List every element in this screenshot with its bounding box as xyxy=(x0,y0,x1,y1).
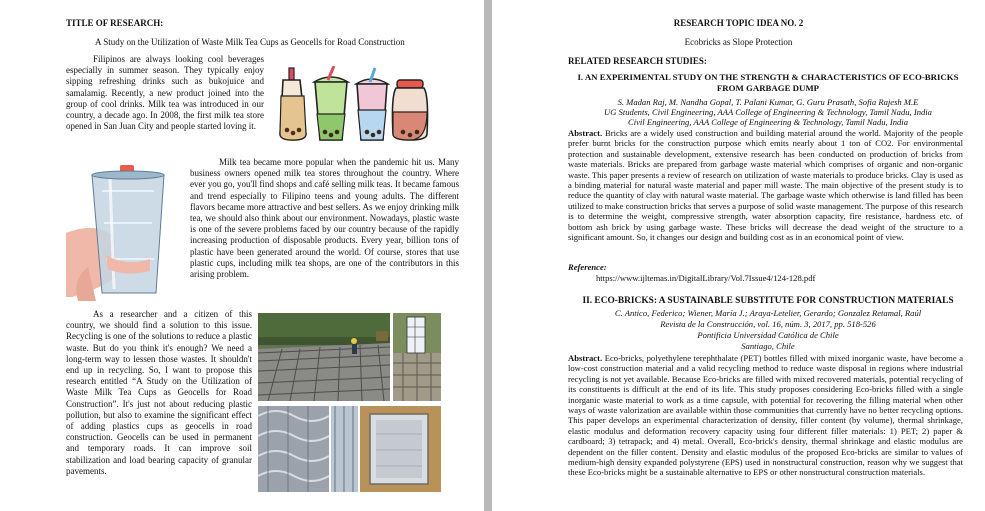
research-title: A Study on the Utilization of Waste Milk Tea Cups as Geocells for Road Construction xyxy=(95,37,405,47)
left-document-page xyxy=(0,0,484,511)
related-studies-heading: RELATED RESEARCH STUDIES: xyxy=(568,56,707,66)
study-2-abstract-label: Abstract. xyxy=(568,353,603,363)
pandemic-paragraph: Milk tea became more popular when the pandemic hit us. Many business owners opened milk tea stores throughout the country. Where ever you go, you'll find shops and café selling milk teas. It became famous and trend especially to Filipino teens and young adults. The different flavors became more attractive and best sellers. As we enjoy drinking milk tea, we should also think about our environment. Nowadays, plastic waste is one of the severe problems faced by our country because of the rapidly increasing production of disposable products. Every year, billion tons of plastic have been generated around the world. Of course, stores that use plastic cups, including milk tea shops, are one of the contributors in this arising problem. xyxy=(190,157,459,280)
study-1-abstract-label: Abstract. xyxy=(568,128,603,138)
right-document-page xyxy=(492,0,985,511)
study-2-abstract-text: Eco-bricks, polyethylene terephthalate (PET) bottles filled with mixed inorganic waste, have become a low-cost construction material and a valid recycling method to reduce waste disposal in regions where industrial recycling is not yet available. Because Eco-bricks are filled with mixed recovered materials, potential recycling of its constituents is difficult at the end of its life. This study proposes considering Eco-bricks filled with a single inorganic waste material to work as a time capsule, with potential for recovering the filling material when other ways of waste valorization are available within those communities that currently have no better recycling options. This paper develops an experimental characterization of density, filler content (by volume), thermal shrinkage, elastic modulus and deformation recovery capacity using four different filler materials: 1) PET; 2) paper & cardboard; 3) tetrapack; and 4) metal. Overall, Eco-brick's density, thermal shrinkage and elastic modulus are dependent on the filler content. Density and elastic modulus of the proposed Eco-bricks are similar to values of medium-high density expanded polystyrene (EPS) used in nonstructural construction, reason why we suggest that these Eco-bricks might be a sustainable alternative to EPS or other nonstructural construction materials. xyxy=(568,353,964,478)
research-title-heading: TITLE OF RESEARCH: xyxy=(66,18,164,28)
topic-heading: RESEARCH TOPIC IDEA NO. 2 xyxy=(673,18,804,28)
geocell-panel-photo xyxy=(360,406,441,492)
proposal-paragraph: As a researcher and a citizen of this country, we should find a solution to this issue. Recycling is one of the solutions to reduce a plastic waste. But do you think it's enough? We need a long-term way to lessen those wastes. It shouldn't end up in recycling. So, I want to propose this research entitled “A Study on the Utilization of Waste Milk Tea Cups as Geocells for Road Construction”. It's just not about reducing plastic pollution, but also to examine the significant effect of adding plastics cups as geocells in road construction. Geocells can be used in permanent and temporary roads. It can improve soil stabilization and load bearing capacity of granular pavements. xyxy=(66,309,252,476)
geocell-road-photo xyxy=(258,313,390,401)
study-1-title: I. AN EXPERIMENTAL STUDY ON THE STRENGTH & CHARACTERISTICS OF ECO-BRICKS FROM GARBAGE DUMP xyxy=(577,72,959,93)
geocell-install-photo xyxy=(393,313,441,401)
study-1-abstract xyxy=(568,128,963,242)
study-2-authors: C. Antico, Federico; Wiener, María J.; Araya-Letelier, Gerardo; Gonzalez Retamal, Raúl xyxy=(614,308,922,318)
study-2-university: Pontificia Universidad Católica de Chile xyxy=(697,330,839,340)
plastic-cup-photo xyxy=(66,163,176,301)
geocell-sheet-photo xyxy=(331,406,358,492)
study-1-authors: S. Madan Raj, M. Nandha Gopal, T. Palani Kumar, G. Guru Prasath, Sofia Rajesh M.E xyxy=(617,97,919,107)
study-1-reference-label: Reference: xyxy=(568,262,607,272)
milk-tea-illustration xyxy=(273,66,435,142)
page-divider xyxy=(484,0,492,511)
study-2-abstract xyxy=(568,353,963,478)
study-2-title: II. ECO-BRICKS: A SUSTAINABLE SUBSTITUTE FOR CONSTRUCTION MATERIALS xyxy=(582,296,954,306)
study-1-abstract-text: Bricks are a widely used construction and building material around the world. Majority of the people prefer burnt bricks for the construction purpose which emits nearly about 1 ton of CO2. For environmental protection and sustainable development, extensive research has been conducted on production of bricks from waste materials. Bricks are prepared from garbage waste material which comprises of organic and non-organic waste. This paper presents a review of research on utilization of waste materials to produce bricks. Clay is used as a binding material for natural waste material and paper mill waste. The main objective of the present study is to reduce the quantity of clay with natural waste material. The garbage waste which otherwise is land filled has been utilized to make construction bricks that serves a purpose of solid waste management. The purpose of this research is to determine the weight, compressive strength, water absorption capacity, fire resistance, hardness etc. of bottom ash brick by using garbage waste. These bricks will decrease the dead weight of the structure to a significant amount. So, it changes our design and building cost as in an economical point of view. xyxy=(568,128,964,243)
study-2-journal: Revista de la Construcción, vol. 16, núm. 3, 2017, pp. 518-526 xyxy=(660,319,876,329)
geocell-grid-photo xyxy=(258,406,329,492)
study-2-city: Santiago, Chile xyxy=(741,341,795,351)
intro-paragraph: Filipinos are always looking cool beverages especially in summer season. They typically enjoy sipping refreshing drinks such as bukojuice and samalamig. Recently, a new product joined into the group of cool drinks. Milk tea was introduced in our country, a decade ago. In 2008, the first milk tea store opened in San Juan City and people started loving it. xyxy=(66,54,264,132)
topic-title: Ecobricks as Slope Protection xyxy=(684,37,793,47)
study-1-reference-link[interactable]: https://www.ijltemas.in/DigitalLibrary/Vol.7Issue4/124-128.pdf xyxy=(596,273,816,283)
study-1-affiliation-1: UG Students, Civil Engineering, AAA College of Engineering & Technology, Tamil Nadu, India xyxy=(604,107,932,117)
study-1-affiliation-2: Civil Engineering, AAA College of Engineering & Technology, Tamil Nadu, India xyxy=(627,117,908,127)
